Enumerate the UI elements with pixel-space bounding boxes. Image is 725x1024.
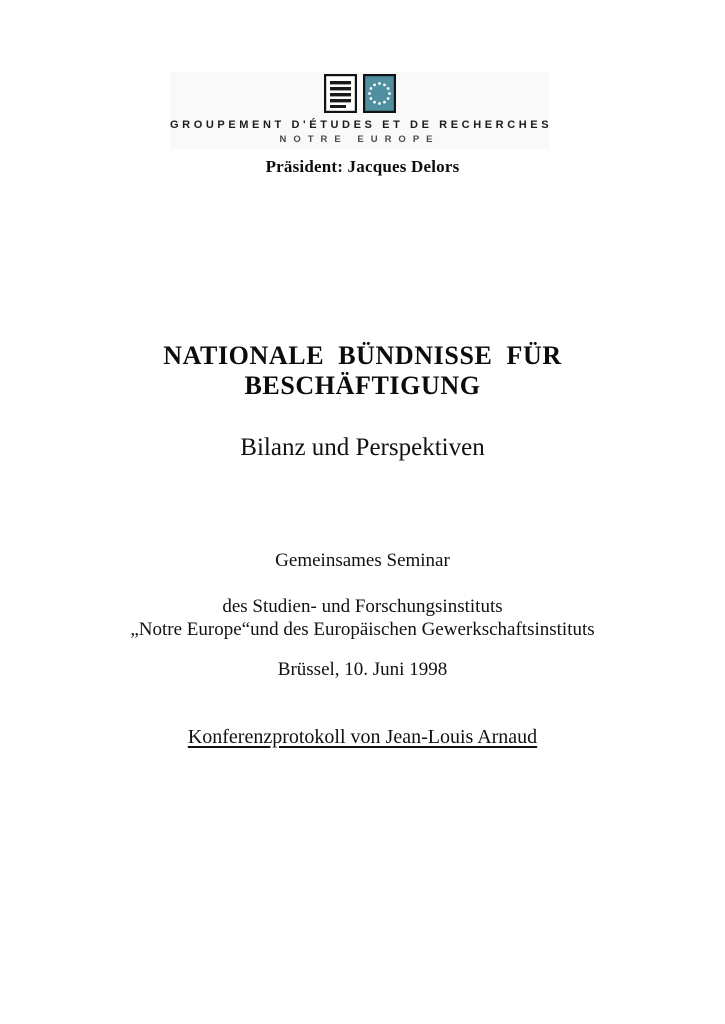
org-name: GROUPEMENT D'ÉTUDES ET DE RECHERCHES [170,119,553,131]
org-logo-block [170,72,553,149]
seminar-institute-line-2: „Notre Europe“und des Europäischen Gewerkschaftsinstituts [130,619,595,640]
title-line-2: BESCHÄFTIGUNG [244,371,481,400]
document-subtitle: Bilanz und Perspektiven [240,434,485,461]
title-line-1: NATIONALE BÜNDNISSE FÜR [163,341,562,370]
document-title [0,341,725,401]
seminar-date-location: Brüssel, 10. Juni 1998 [277,659,448,680]
protocol-author-line [0,726,725,749]
logo-squares [170,72,549,116]
eu-stars-icon [363,74,396,113]
seminar-institutes [0,595,725,641]
president-line: Präsident: Jacques Delors [265,157,460,176]
seminar-heading: Gemeinsames Seminar [275,550,450,571]
org-subname: NOTRE EUROPE [279,134,440,145]
document-lines-icon [324,74,357,113]
seminar-institute-line-1: des Studien- und Forschungsinstituts [222,596,503,617]
protocol-author-text: Konferenzprotokoll von Jean-Louis Arnaud [187,726,538,748]
